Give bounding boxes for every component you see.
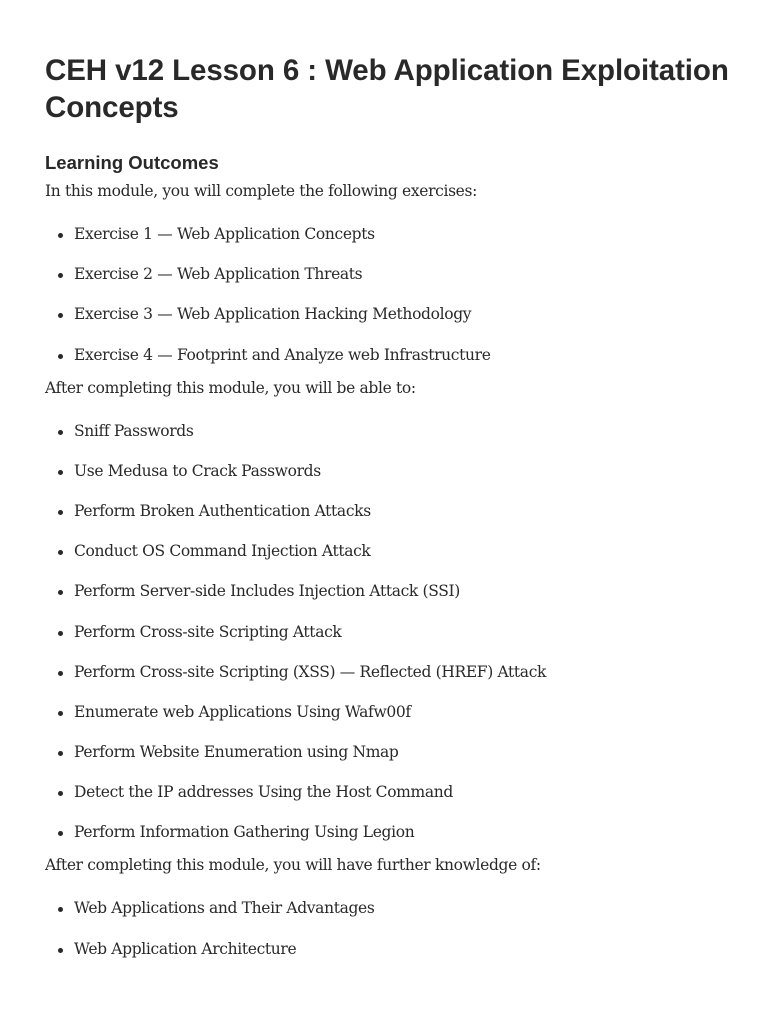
list-item: Use Medusa to Crack Passwords [45, 459, 735, 483]
list-item: Web Applications and Their Advantages [45, 896, 735, 920]
list-item: Perform Broken Authentication Attacks [45, 499, 735, 523]
abilities-intro: After completing this module, you will be able to: [45, 378, 416, 397]
abilities-list [45, 419, 735, 845]
page-title: CEH v12 Lesson 6 : Web Application Exploitation Concepts [45, 54, 729, 124]
list-item: Exercise 3 — Web Application Hacking Methodology [45, 302, 735, 326]
knowledge-list [45, 896, 735, 960]
list-item: Perform Cross-site Scripting Attack [45, 620, 735, 644]
list-item: Perform Website Enumeration using Nmap [45, 740, 735, 764]
exercises-list [45, 222, 735, 367]
list-item: Sniff Passwords [45, 419, 735, 443]
list-item: Perform Information Gathering Using Legion [45, 820, 735, 844]
section-heading: Learning Outcomes [45, 152, 219, 173]
list-item: Exercise 1 — Web Application Concepts [45, 222, 735, 246]
list-item: Conduct OS Command Injection Attack [45, 539, 735, 563]
list-item: Perform Server-side Includes Injection Attack (SSI) [45, 579, 735, 603]
list-item: Enumerate web Applications Using Wafw00f [45, 700, 735, 724]
list-item: Exercise 2 — Web Application Threats [45, 262, 735, 286]
list-item: Exercise 4 — Footprint and Analyze web Infrastructure [45, 343, 735, 367]
list-item: Perform Cross-site Scripting (XSS) — Reflected (HREF) Attack [45, 660, 735, 684]
list-item: Web Application Architecture [45, 937, 735, 961]
exercises-intro: In this module, you will complete the following exercises: [45, 182, 477, 200]
list-item: Detect the IP addresses Using the Host Command [45, 780, 735, 804]
knowledge-intro: After completing this module, you will have further knowledge of: [45, 856, 541, 875]
article [45, 52, 735, 961]
